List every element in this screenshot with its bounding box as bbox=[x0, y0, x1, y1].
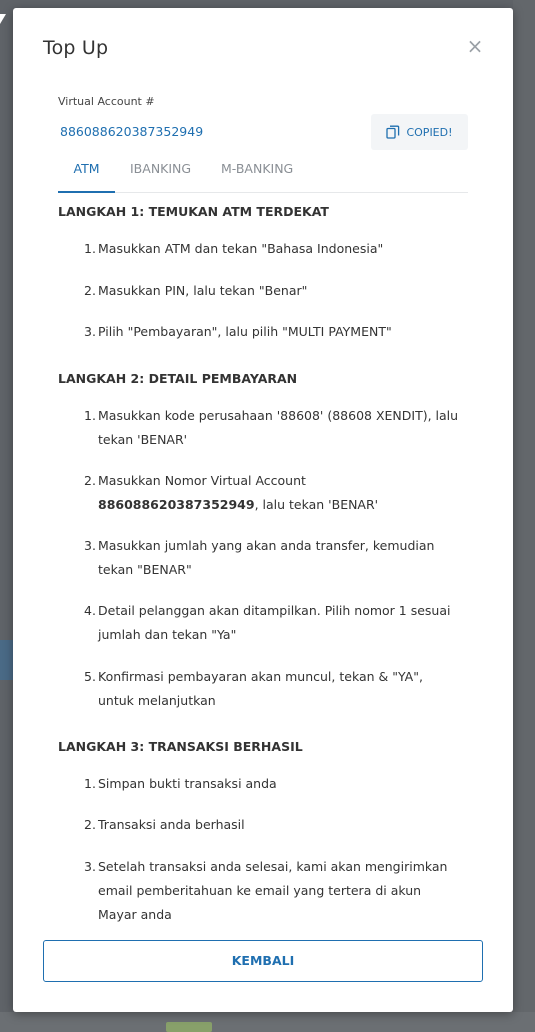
mouse-cursor-icon bbox=[0, 14, 6, 24]
list-item: 1. Masukkan ATM dan tekan "Bahasa Indonesia" bbox=[84, 241, 384, 256]
background-app-strip bbox=[513, 0, 535, 1032]
tab-ibanking[interactable]: IBANKING bbox=[130, 161, 192, 176]
back-button[interactable]: KEMBALI bbox=[43, 940, 483, 982]
virtual-account-number: 886088620387352949 bbox=[60, 124, 204, 139]
copy-button-label: COPIED! bbox=[406, 125, 453, 139]
list-item: 1. Masukkan kode perusahaan '88608' (88608 XENDIT), lalu tekan 'BENAR' bbox=[84, 408, 459, 447]
list-item: 2. Masukkan PIN, lalu tekan "Benar" bbox=[84, 283, 308, 298]
section-title: LANGKAH 2: DETAIL PEMBAYARAN bbox=[58, 371, 298, 386]
background-app-footer bbox=[0, 1012, 535, 1032]
tab-m-banking[interactable]: M-BANKING bbox=[221, 161, 294, 176]
payment-method-tabs bbox=[58, 154, 468, 193]
list-item: 3. Pilih "Pembayaran", lalu pilih "MULTI PAYMENT" bbox=[84, 324, 392, 339]
copy-button[interactable] bbox=[371, 114, 468, 150]
list-item: 5. Konfirmasi pembayaran akan muncul, tekan & "YA", untuk melanjutkan bbox=[84, 669, 423, 708]
list-item: 3. Masukkan jumlah yang akan anda transfer, kemudian tekan "BENAR" bbox=[84, 538, 435, 577]
virtual-account-number-inline: 886088620387352949 bbox=[98, 497, 255, 512]
list-item: 4. Detail pelanggan akan ditampilkan. Pilih nomor 1 sesuai jumlah dan tekan "Ya" bbox=[84, 603, 451, 642]
section-title: LANGKAH 1: TEMUKAN ATM TERDEKAT bbox=[58, 204, 329, 219]
close-icon[interactable]: × bbox=[466, 34, 484, 58]
top-up-modal bbox=[13, 8, 513, 1012]
copy-icon bbox=[386, 125, 400, 139]
section-title: LANGKAH 3: TRANSAKSI BERHASIL bbox=[58, 739, 303, 754]
list-item: 1. Simpan bukti transaksi anda bbox=[84, 776, 277, 791]
list-item: 2. Masukkan Nomor Virtual Account 886088620387352949, lalu tekan 'BENAR' bbox=[84, 473, 379, 512]
modal-title: Top Up bbox=[43, 37, 109, 59]
list-item: 2. Transaksi anda berhasil bbox=[84, 817, 245, 832]
tab-atm[interactable]: ATM bbox=[58, 154, 115, 193]
background-app-chip bbox=[166, 1022, 212, 1032]
virtual-account-label: Virtual Account # bbox=[58, 95, 155, 108]
list-item: 3. Setelah transaksi anda selesai, kami akan mengirimkan email pemberitahuan ke email yang tertera di akun Mayar anda bbox=[84, 859, 448, 922]
